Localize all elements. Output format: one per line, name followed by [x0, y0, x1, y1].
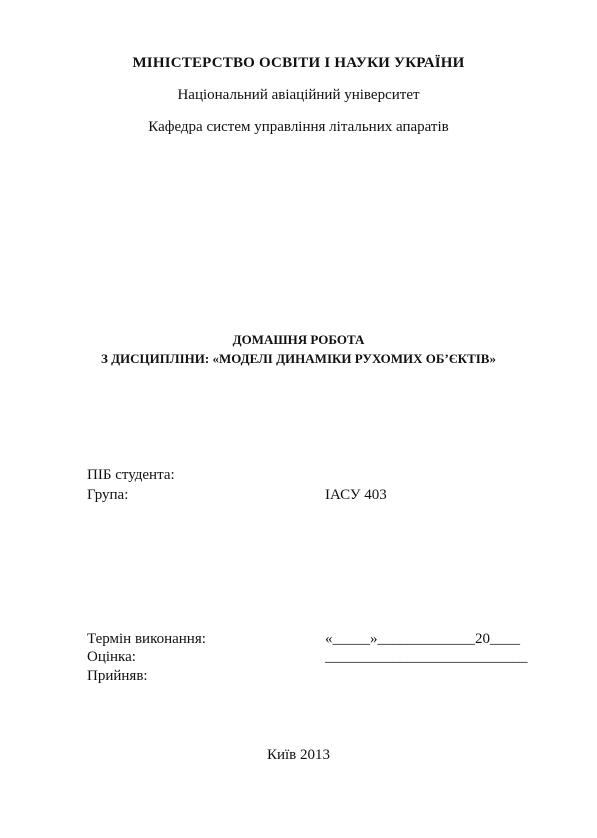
grade-label: Оцінка:	[87, 649, 136, 665]
student-name-label: ПІБ студента:	[87, 467, 175, 483]
deadline-blank: «_____»_____________20____	[325, 631, 520, 647]
university-name: Національний авіаційний університет	[177, 87, 420, 103]
group-label: Група:	[87, 487, 129, 503]
work-type-title: ДОМАШНЯ РОБОТА	[232, 332, 365, 347]
city-year: Київ 2013	[266, 747, 331, 763]
department-name: Кафедра систем управління літальних апаратів	[148, 119, 449, 135]
discipline-title: З ДИСЦИПЛІНИ: «МОДЕЛІ ДИНАМІКИ РУХОМИХ ОБ’ЄКТІВ»	[101, 351, 496, 366]
grade-blank: ___________________________	[325, 649, 528, 665]
accepted-by-label: Прийняв:	[87, 668, 148, 684]
group-value: ІАСУ 403	[325, 487, 387, 503]
ministry-heading: МІНІСТЕРСТВО ОСВІТИ І НАУКИ УКРАЇНИ	[132, 55, 465, 71]
deadline-label: Термін виконання:	[87, 631, 206, 647]
